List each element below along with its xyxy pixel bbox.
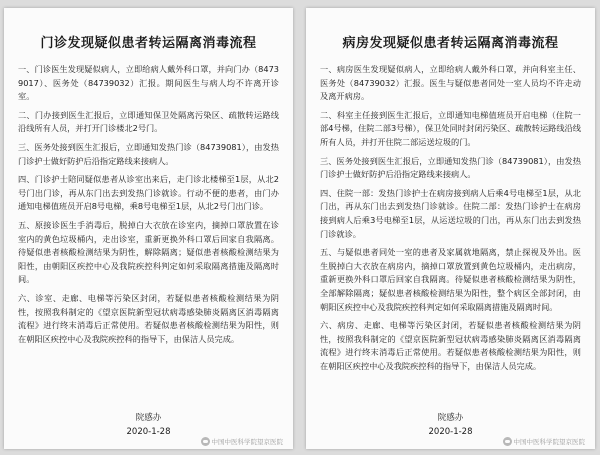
left-document-title: 门诊发现疑似患者转运隔离消毒流程 xyxy=(40,36,257,51)
right-document-page xyxy=(306,8,595,449)
wechat-icon xyxy=(503,437,512,446)
left-paragraph-4: 四、门诊护士陪同疑似患者从诊室出来后，走门诊北楼梯至1层，从北2号门出门诊，再从东门出去到发热门诊就诊。行动不便的患者，由门办通知电梯值班员开启8号电梯，乘8号电梯至1层，从北2号门出门诊。 xyxy=(18,174,279,212)
right-document-title: 病房发现疑似患者转运隔离消毒流程 xyxy=(342,36,559,51)
left-watermark xyxy=(201,437,284,446)
left-issuer: 院感办 xyxy=(135,413,162,423)
right-paragraph-4: 四、住院一部：发热门诊护士在病房接到病人后乘4号电梯至1层，从北门出，再从东门出去到发热门诊就诊。住院二部：发热门诊护士在病房接到病人后乘3号电梯至1层，从运送垃圾的门出，再从东门出去到发热门诊就诊。 xyxy=(320,187,581,239)
right-issuer: 院感办 xyxy=(437,413,464,423)
right-paragraph-3: 三、医务处接到医生汇报后，立即通知发热门诊（84739081），由发热门诊护士做好防护后沿指定路线来接病人。 xyxy=(320,155,581,180)
right-watermark-text: 中国中医科学院望京医院 xyxy=(513,438,585,446)
left-document-page xyxy=(4,8,293,449)
right-paragraph-5: 五、与疑似患者同处一室的患者及家属就地隔离，禁止探视及外出。医生脱掉白大衣放在病房内，摘掉口罩放置到黄色垃圾桶内，走出病房，重新更换外科口罩后回家自我隔离。待疑似患者核酸检测结果为阴性，全部解除隔离；疑似患者核酸检测结果为阳性，整个病区全部封闭，由朝阳区疾控中心及我院疾控科判定如何采取隔离措施及隔离时间。 xyxy=(320,247,581,312)
left-paragraph-3: 三、医务处接到医生汇报后，立即通知发热门诊（84739081），由发热门诊护士做好防护后沿指定路线来接病人。 xyxy=(18,141,279,166)
right-paragraph-1: 一、病房医生发现疑似病人，立即给病人戴外科口罩，并向科室主任、医务处（84739032）汇报。医生与疑似患者同处一室人员均不许走动及离开病房。 xyxy=(320,64,581,102)
right-date: 2020-1-28 xyxy=(428,427,473,437)
right-watermark xyxy=(503,437,586,446)
left-date: 2020-1-28 xyxy=(126,427,171,437)
wechat-icon xyxy=(201,437,210,446)
left-watermark-text: 中国中医科学院望京医院 xyxy=(211,438,283,446)
left-paragraph-6: 六、诊室、走廊、电梯等污染区封闭，若疑似患者核酸检测结果为阴性，按照我科制定的《望京医院新型冠状病毒感染肺炎隔离区消毒隔离流程》进行终末消毒后正常使用。若疑似患者核酸检测结果为阳性，则在朝阳区疾控中心及我院疾控科的指导下，由保洁人员完成。 xyxy=(18,292,279,344)
right-paragraph-6: 六、病房、走廊、电梯等污染区封闭，若疑似患者核酸检测结果为阴性，按照我科制定的《望京医院新型冠状病毒感染肺炎隔离区消毒隔离流程》进行终末消毒后正常使用。若疑似患者核酸检测结果为阳性，则在朝阳区疾控中心及我院疾控科的指导下，由保洁人员完成。 xyxy=(320,320,581,371)
left-paragraph-1: 一、门诊医生发现疑似病人，立即给病人戴外科口罩，并向门办（84739017）、医务处（84739032）汇报。期间医生与病人均不许离开诊室。 xyxy=(18,64,279,102)
left-paragraph-2: 二、门办接到医生汇报后，立即通知保卫处隔离污染区、疏散转运路线沿线所有人员，并打开门诊楼北2号门。 xyxy=(18,109,279,134)
right-paragraph-2: 二、科室主任接到医生汇报后，立即通知电梯值班员开启电梯（住院一部4号梯，住院二部3号梯），保卫处同时封闭污染区、疏散转运路线沿线所有人员，并打开住院二部运送垃圾的门。 xyxy=(320,109,581,147)
left-paragraph-5: 五、原接诊医生手消毒后，脱掉白大衣放在诊室内，摘掉口罩放置在诊室内的黄色垃圾桶内，走出诊室，重新更换外科口罩后回家自我隔离。待疑似患者核酸检测结果为阴性，解除隔离；疑似患者核酸检测结果为阳性，由朝阳区疾控中心及我院疾控科判定如何采取隔离措施及隔离时间。 xyxy=(18,219,279,285)
